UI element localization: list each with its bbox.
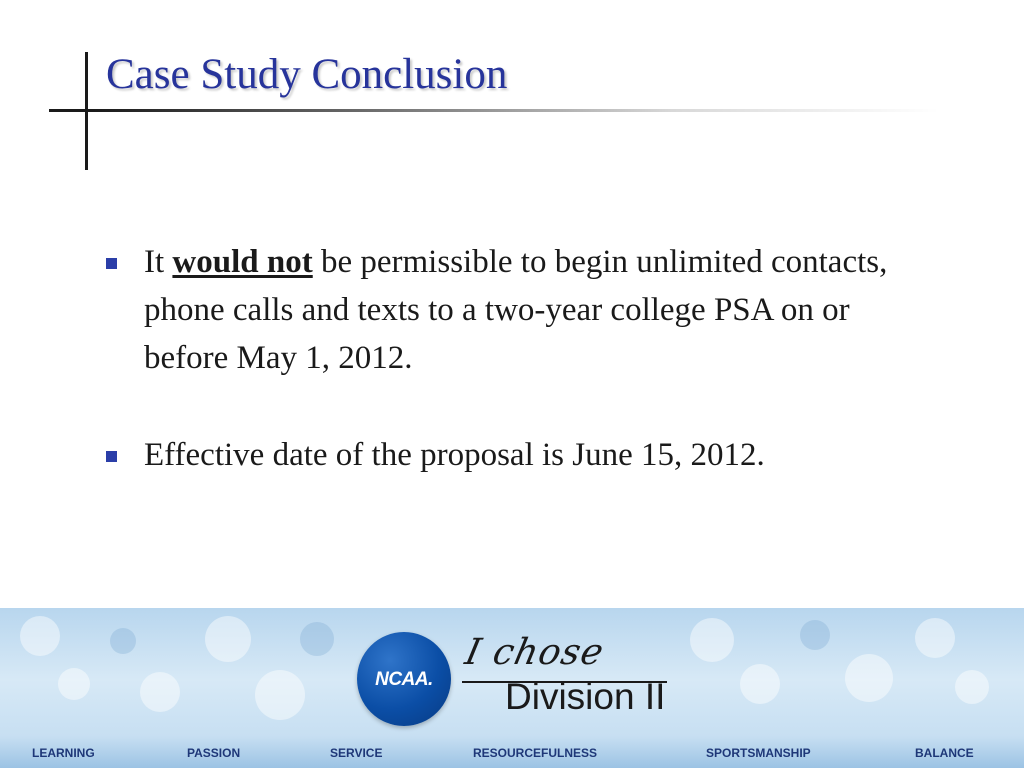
value-label: LEARNING: [32, 746, 95, 760]
decorative-hexagon: [740, 664, 780, 704]
footer-banner: [0, 608, 1024, 768]
decorative-hexagon: [845, 654, 893, 702]
i-chose-script: I chose: [461, 632, 608, 673]
square-bullet-icon: [106, 451, 117, 462]
bullet-text: Effective date of the proposal is June 15, 2012.: [144, 437, 765, 473]
value-label: SPORTSMANSHIP: [706, 746, 811, 760]
division-label: Division II: [505, 676, 666, 717]
decorative-hexagon: [255, 670, 305, 720]
value-label: BALANCE: [915, 746, 974, 760]
decorative-hexagon: [800, 620, 830, 650]
decorative-hexagon: [690, 618, 734, 662]
decorative-hexagon: [915, 618, 955, 658]
bullet-item: [106, 238, 926, 382]
ncaa-logo: [357, 632, 451, 726]
bullet-text-prefix: It: [144, 244, 173, 280]
bullet-item: [106, 431, 926, 479]
decorative-hexagon: [58, 668, 90, 700]
ncaa-logo-text: NCAA.: [375, 669, 433, 690]
decorative-hexagon: [20, 616, 60, 656]
slide-title: Case Study Conclusion: [106, 51, 508, 98]
values-strip: [0, 743, 1024, 765]
value-label: SERVICE: [330, 746, 383, 760]
decorative-hexagon: [110, 628, 136, 654]
value-label: PASSION: [187, 746, 241, 760]
decorative-hexagon: [205, 616, 251, 662]
bullet-text-suffix: be permissible to begin unlimited contacts, phone calls and texts to a two-year college PSA on or before May 1, 2012.: [144, 244, 888, 376]
decorative-hexagon: [140, 672, 180, 712]
decorative-hexagon: [955, 670, 989, 704]
bullet-emphasis: would not: [172, 244, 313, 280]
square-bullet-icon: [106, 258, 117, 269]
decorative-hexagon: [300, 622, 334, 656]
bullet-list: [106, 238, 926, 479]
value-label: RESOURCEFULNESS: [473, 746, 598, 760]
title-horizontal-rule: [49, 109, 939, 112]
